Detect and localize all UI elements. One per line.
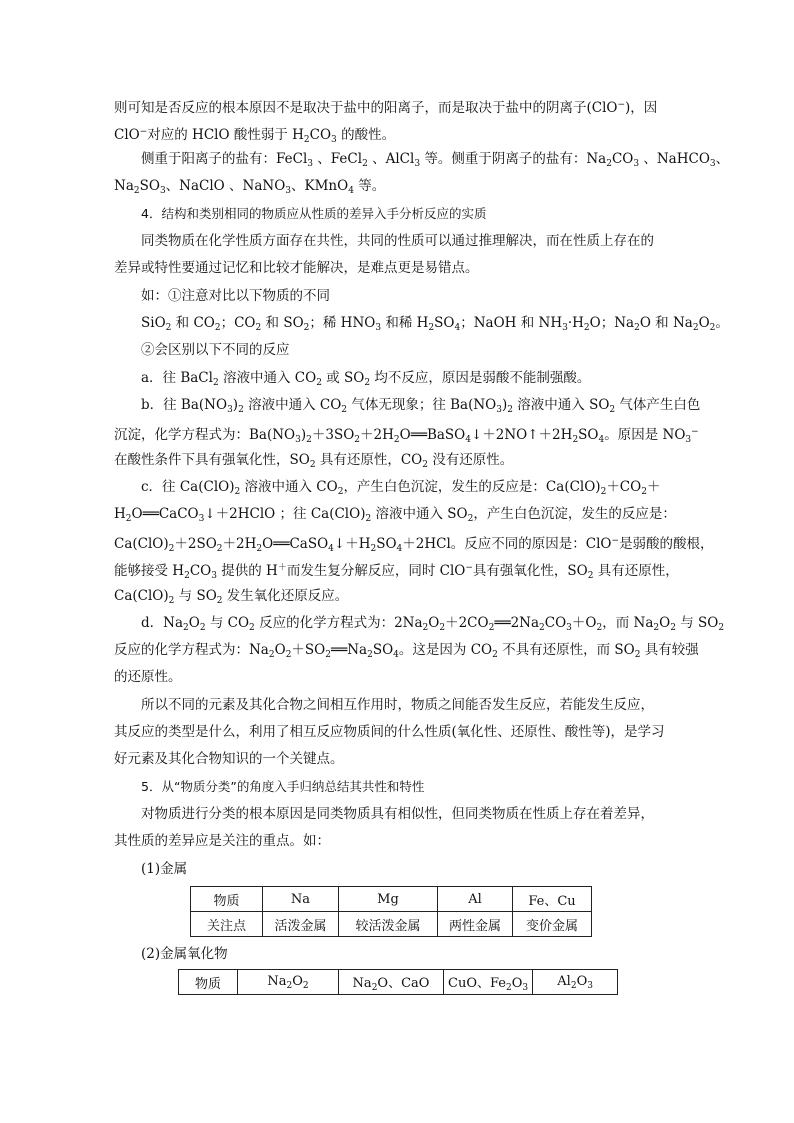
text-line: 同类物质在化学性质方面存在共性，共同的性质可以通过推理解决，而在性质上存在的 — [141, 233, 654, 249]
text-line: 反应的化学方程式为：$Na_2O_2+SO_2══Na_2SO_4$。这是因为 $CO_2$ 不具有还原性，而 $SO_2$ 具有较强 — [114, 642, 699, 660]
table-cell: Fe、Cu — [513, 887, 592, 912]
text-line: 在酸性条件下具有强氧化性，$SO_2$ 具有还原性，$CO_2$ 没有还原性。 — [114, 452, 514, 470]
text-line: 侧重于阳离子的盐有：FeCl$_3$ 、FeCl$_2$ 、AlCl$_3$ 等。侧重于阴离子的盐有：$Na_2CO_3$ 、NaHCO$_3$、 — [141, 151, 730, 169]
table-row — [191, 887, 592, 912]
table-cell: 物质 — [191, 887, 263, 912]
section-heading: 5．从“物质分类”的角度入手归纳总结其共性和特性 — [141, 779, 425, 794]
text-line: SiO$_2$ 和 $CO_2$；$CO_2$ 和 $SO_2$；稀 $HNO_3$ 和稀 $H_2SO_4$；NaOH 和 $NH_3\cdot H_2O$；$Na_2O$ 和 $Na_2O_2$。 — [141, 315, 729, 333]
table-cell: 物质 — [179, 970, 238, 995]
table-cell: 变价金属 — [513, 912, 592, 937]
table-cell: 两性金属 — [438, 912, 513, 937]
text-line: ②会区别以下不同的反应 — [141, 342, 290, 358]
table-cell: 关注点 — [191, 912, 263, 937]
metal-oxide-table — [178, 969, 618, 995]
text-line: 的还原性。 — [114, 669, 182, 685]
text-line: a．往 BaCl$_2$ 溶液中通入 $CO_2$ 或 $SO_2$ 均不反应，原因是弱酸不能制强酸。 — [141, 370, 591, 388]
text-line: d．$Na_2O_2$ 与 $CO_2$ 反应的化学方程式为：$2Na_2O_2+2CO_2══2Na_2CO_3+O_2$，而 $Na_2O_2$ 与 $SO_2$ — [141, 615, 725, 633]
text-line: 其性质的差异应是关注的重点。如： — [114, 833, 330, 849]
text-line: 其反应的类型是什么，利用了相互反应物质间的什么性质(氧化性、还原性、酸性等)，是学习 — [114, 724, 665, 740]
table-cell: Al — [438, 887, 513, 912]
text-line: c．往 $Ca(ClO)_2$ 溶液中通入 $CO_2$，产生白色沉淀，发生的反应是：$Ca(ClO)_2+CO_2+$ — [141, 479, 661, 497]
text-line: 如：①注意对比以下物质的不同 — [141, 288, 330, 304]
text-line: 所以不同的元素及其化合物之间相互作用时，物质之间能否发生反应，若能发生反应， — [141, 697, 654, 713]
text-line: 好元素及其化合物知识的一个关键点。 — [114, 751, 344, 767]
text-line: 则可知是否反应的根本原因不是取决于盐中的阳离子，而是取决于盐中的阴离子(ClO−)，因 — [114, 100, 658, 116]
table-row — [179, 970, 618, 995]
text-line: 对物质进行分类的根本原因是同类物质具有相似性，但同类物质在性质上存在着差异， — [141, 806, 654, 822]
table-cell: $Al_2O_3$ — [533, 970, 618, 995]
table-cell: Mg — [339, 887, 438, 912]
metal-table — [190, 886, 592, 937]
table-cell: $Na_2O_2$ — [238, 970, 339, 995]
table-cell: 较活泼金属 — [339, 912, 438, 937]
table-cell: 活泼金属 — [263, 912, 339, 937]
text-line: (2)金属氧化物 — [141, 946, 228, 962]
text-line: ClO−对应的 HClO 酸性弱于 $H_2CO_3$ 的酸性。 — [114, 127, 396, 145]
text-line: $Na_2SO_3$、NaClO 、NaNO$_3$、KMnO$_4$ 等。 — [114, 178, 386, 196]
text-line: $Ca(ClO)_2+2SO_2+2H_2O══CaSO_4↓+H_2SO_4+2HCl$。反应不同的原因是：ClO−是弱酸的酸根， — [114, 536, 714, 554]
text-line: 能够接受 $H_2CO_3$ 提供的 H＋而发生复分解反应，同时 ClO−具有强氧化性，$SO_2$ 具有还原性， — [114, 563, 679, 581]
text-line: $Ca(ClO)_2$ 与 $SO_2$ 发生氧化还原反应。 — [114, 588, 349, 606]
table-row — [191, 912, 592, 937]
table-cell: Na — [263, 887, 339, 912]
table-cell: CuO、$Fe_2O_3$ — [444, 970, 533, 995]
text-line: 差异或特性要通过记忆和比较才能解决，是难点更是易错点。 — [114, 260, 479, 276]
text-line: (1)金属 — [141, 861, 188, 877]
text-line: 沉淀，化学方程式为：$Ba(NO_3)_2+3SO_2+2H_2O══BaSO_4↓+2NO↑+2H_2SO_4$。原因是 $NO_3^-$ — [114, 427, 699, 445]
text-line: $H_2O══CaCO_3↓+2HClO$ ；往 $Ca(ClO)_2$ 溶液中通入 $SO_2$，产生白色沉淀，发生的反应是： — [114, 506, 676, 524]
table-cell: $Na_2O$、CaO — [339, 970, 444, 995]
section-heading: 4．结构和类别相同的物质应从性质的差异入手分析反应的实质 — [141, 206, 487, 221]
text-line: b．往 $Ba(NO_3)_2$ 溶液中通入 $CO_2$ 气体无现象；往 $Ba(NO_3)_2$ 溶液中通入 $SO_2$ 气体产生白色 — [141, 397, 701, 415]
